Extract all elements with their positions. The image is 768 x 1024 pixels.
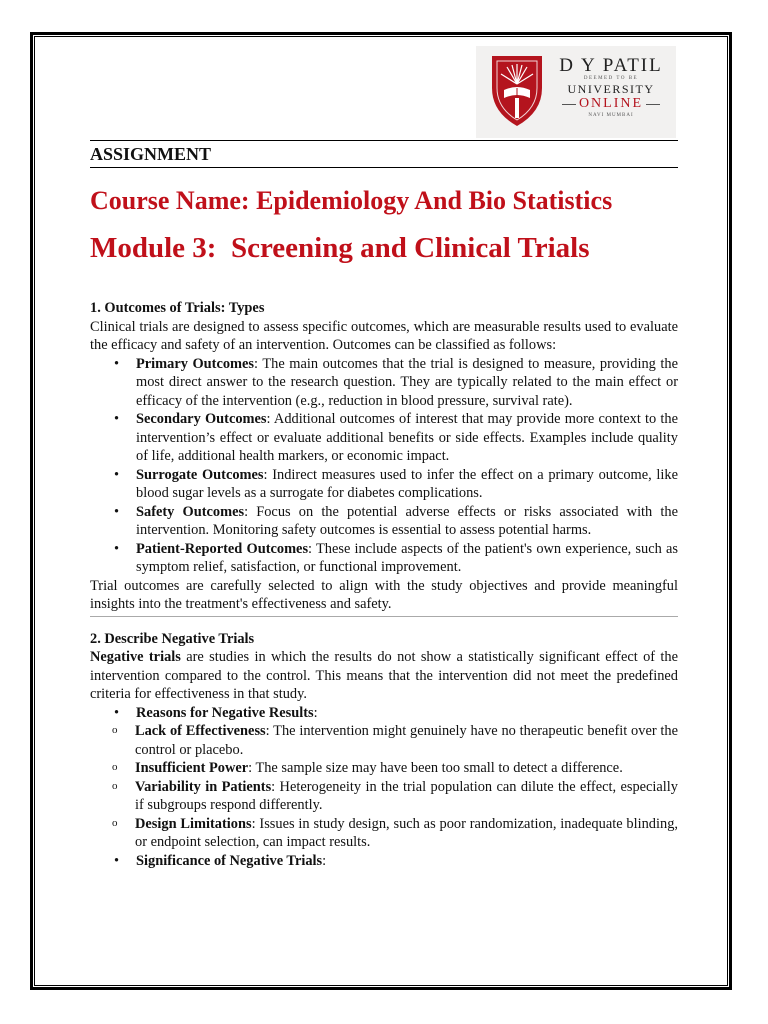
list-item — [90, 540, 678, 577]
outcome-text: : Indirect measures used to infer the effect on a primary outcome, like blood sugar levels as a surrogate for diabetes complications. — [136, 466, 678, 501]
reason-text: : The sample size may have been too small to detect a difference. — [248, 760, 623, 776]
reason-text: : Heterogeneity in the trial population can dilute the effect, especially if subgroups respond differently. — [135, 778, 678, 813]
logo-line-1: D Y PATIL — [559, 55, 663, 76]
logo-line-5: NAVI MUMBAI — [588, 113, 634, 118]
section1-intro: Clinical trials are designed to assess specific outcomes, which are measurable results used to evaluate the efficacy and safety of an intervention. Outcomes can be classified as follows: — [90, 318, 678, 353]
course-name-title: Course Name: Epidemiology And Bio Statistics — [90, 186, 613, 215]
reason-text: : Issues in study design, such as poor randomization, inadequate blinding, or endpoint selection, can impact results. — [135, 815, 678, 850]
logo-rule-right — [646, 104, 660, 105]
list-item — [90, 410, 678, 466]
section2-intro — [90, 648, 678, 704]
shield-emblem-icon — [490, 52, 544, 128]
outcome-term: Primary Outcomes — [136, 355, 255, 372]
list-item — [90, 704, 678, 723]
outcome-term: Secondary Outcomes — [136, 411, 267, 427]
module-title: Module 3: Screening and Clinical Trials — [90, 232, 590, 264]
negative-trials-term: Negative trials — [90, 649, 181, 665]
list-item — [90, 759, 678, 778]
list-item — [90, 722, 678, 759]
section1-closing: Trial outcomes are carefully selected to align with the study objectives and provide meaningful insights into the treatment's effectiveness and safety. — [90, 577, 678, 612]
header-rule-bottom — [90, 167, 678, 168]
section2-heading: 2. Describe Negative Trials — [90, 630, 255, 647]
reason-term: Design Limitations — [135, 815, 252, 832]
significance-suffix: : — [322, 852, 327, 869]
header-rule-top — [90, 140, 678, 141]
outcome-text: : These include aspects of the patient's own experience, such as symptom relief, satisfaction, or functional improvement. — [136, 540, 678, 575]
document-body — [90, 299, 678, 870]
negative-trials-text: are studies in which the results do not show a statistically significant effect of the intervention compared to the control. This means that the intervention did not meet the predefined criteria for effectiveness in that study. — [90, 649, 678, 702]
significance-list — [90, 852, 678, 871]
logo-online-text: ONLINE — [578, 96, 644, 111]
outcome-text: : Additional outcomes of interest that may provide more context to the intervention’s effect or evaluate additional benefits or side effects. Examples include quality of life, additional health markers, or economic impact. — [136, 411, 679, 464]
reasons-list — [90, 722, 678, 852]
section-divider — [90, 616, 678, 617]
outcomes-list — [90, 355, 678, 577]
outcome-text: : Focus on the potential adverse effects or risks associated with the intervention. Monitoring safety outcomes is essential to assess potential harms. — [136, 503, 678, 538]
logo-line-2: DEEMED TO BE — [583, 76, 639, 81]
list-item — [90, 852, 678, 871]
reasons-suffix: : — [313, 704, 318, 721]
outcome-term: Patient-Reported Outcomes — [136, 540, 309, 557]
logo-rule-left — [562, 104, 576, 105]
reason-term: Lack of Effectiveness — [135, 723, 266, 739]
outcome-term: Safety Outcomes — [136, 503, 245, 520]
significance-label: Significance of Negative Trials — [136, 852, 323, 869]
section1-heading: 1. Outcomes of Trials: Types — [90, 300, 265, 316]
outcome-term: Surrogate Outcomes — [136, 466, 264, 483]
reason-term: Insufficient Power — [135, 760, 249, 776]
logo-line-4 — [552, 96, 670, 112]
university-logo — [476, 46, 676, 138]
list-item — [90, 815, 678, 852]
outcome-text: : The main outcomes that the trial is designed to measure, providing the most direct answer to the research question. They are typically related to the main effect or efficacy of the intervention (e.g., reduction in blood pressure, survival rate). — [136, 355, 678, 409]
logo-line-3: UNIVERSITY — [567, 82, 655, 96]
list-item — [90, 503, 678, 540]
reason-term: Variability in Patients — [135, 778, 272, 795]
list-item — [90, 466, 678, 503]
negative-trials-list — [90, 704, 678, 723]
list-item — [90, 778, 678, 815]
reason-text: : The intervention might genuinely have no therapeutic benefit over the control or placebo. — [135, 723, 678, 758]
list-item — [90, 355, 678, 411]
assignment-label: ASSIGNMENT — [90, 144, 212, 164]
reasons-label: Reasons for Negative Results — [136, 704, 314, 721]
